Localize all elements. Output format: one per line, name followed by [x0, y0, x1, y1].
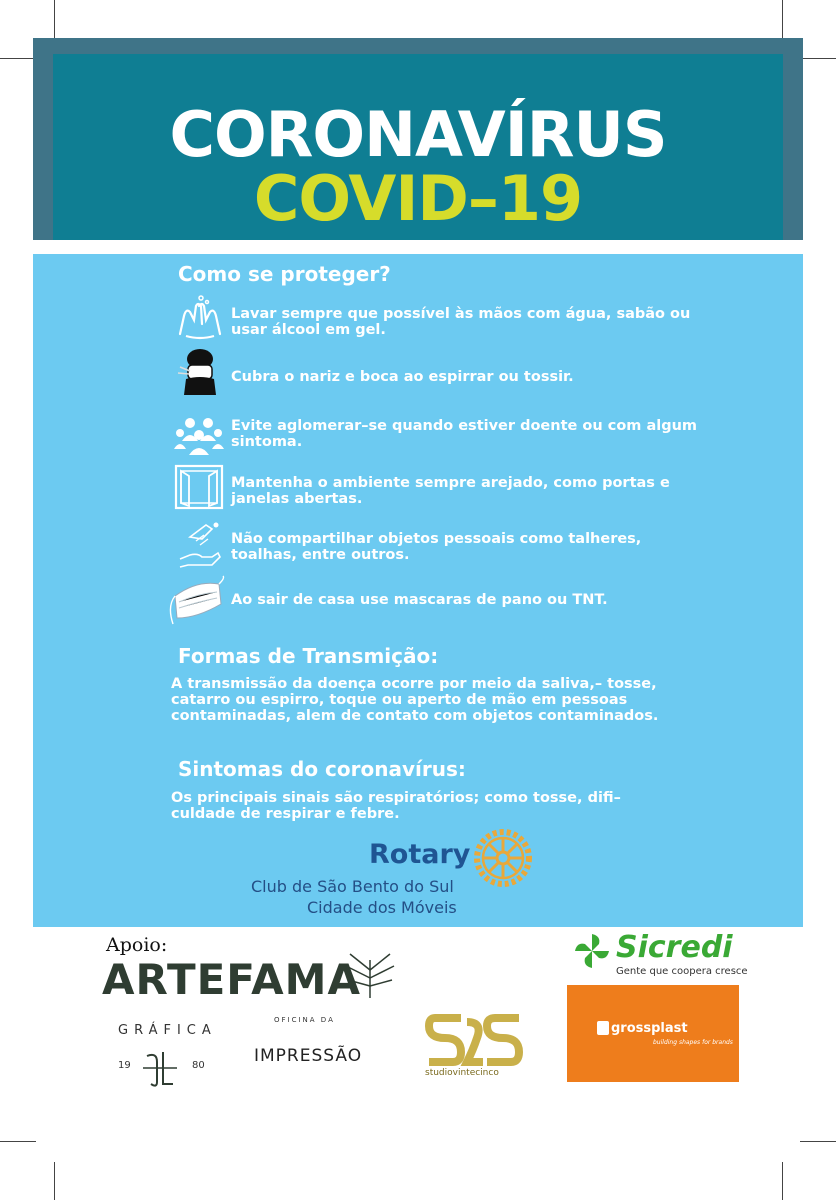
info-panel	[33, 254, 803, 927]
crop-mark	[782, 0, 783, 38]
oficina-label: OFICINA DA	[274, 1016, 335, 1024]
symptoms-text: Os principais sinais são respiratórios; como tosse, difi– culdade de respirar e febre.	[171, 790, 621, 822]
year-left: 19	[118, 1060, 131, 1071]
symptoms-heading: Sintomas do coronavírus:	[178, 757, 466, 781]
artefama-logo: ARTEFAMA	[102, 955, 361, 1004]
protect-item-text: Lavar sempre que possível às mãos com água, sabão ou usar álcool em gel.	[231, 306, 691, 338]
palm-leaf-icon	[340, 950, 400, 1000]
impressao-logo: IMPRESSÃO	[254, 1046, 363, 1066]
grafica-label: GRÁFICA	[118, 1023, 217, 1038]
rotary-wheel-icon	[473, 828, 533, 888]
protect-item-text: Não compartilhar objetos pessoais como talheres, toalhas, entre outros.	[231, 531, 642, 563]
hand-sharing-icon	[176, 519, 224, 565]
year-right: 80	[192, 1060, 205, 1071]
crop-mark	[782, 1162, 783, 1200]
page-title: CORONAVÍRUS	[169, 98, 667, 171]
rotary-name: Rotary	[369, 839, 471, 870]
rotary-city-line: Cidade dos Móveis	[307, 898, 457, 917]
sicredi-logo: Sicredi	[616, 930, 733, 965]
sicredi-tagline: Gente que coopera cresce	[616, 966, 748, 977]
transmission-heading: Formas de Transmição:	[178, 644, 439, 668]
transmission-text: A transmissão da doença ocorre por meio da saliva,– tosse, catarro ou espirro, toque ou aperto de mão em pessoas contaminadas, alem de contato com objetos contaminados.	[171, 676, 659, 724]
sicredi-icon	[573, 932, 611, 970]
crowd-icon	[174, 411, 222, 457]
crop-mark	[800, 58, 836, 59]
crop-mark	[54, 1162, 55, 1200]
crop-mark	[0, 58, 36, 59]
protect-item-text: Cubra o nariz e boca ao espirrar ou tossir.	[231, 369, 574, 385]
grossplast-tagline: building shapes for brands	[653, 1039, 733, 1046]
protect-heading: Como se proteger?	[178, 262, 391, 286]
window-icon	[174, 464, 222, 510]
crop-mark	[800, 1141, 836, 1142]
crop-mark	[0, 1141, 36, 1142]
hand-washing-icon	[176, 294, 224, 340]
face-mask-icon	[167, 574, 225, 630]
header-inner	[53, 54, 783, 240]
grossplast-mark-icon	[597, 1021, 609, 1035]
grossplast-logo	[567, 985, 739, 1082]
cover-face-icon	[176, 349, 224, 395]
artefama-monogram-icon	[143, 1048, 177, 1088]
protect-item-text: Ao sair de casa use mascaras de pano ou TNT.	[231, 592, 608, 608]
apoio-label: Apoio:	[106, 934, 168, 956]
page-subtitle: COVID–19	[253, 162, 583, 235]
header-banner	[33, 38, 803, 240]
crop-mark	[54, 0, 55, 38]
rotary-club-line: Club de São Bento do Sul	[251, 877, 454, 896]
protect-item-text: Mantenha o ambiente sempre arejado, como portas e janelas abertas.	[231, 475, 670, 507]
grossplast-name: grossplast	[611, 1021, 688, 1036]
studio-label: studiovintecinco	[425, 1068, 499, 1078]
studio-s25-logo-icon	[425, 1012, 523, 1068]
protect-item-text: Evite aglomerar–se quando estiver doente ou com algum sintoma.	[231, 418, 698, 450]
